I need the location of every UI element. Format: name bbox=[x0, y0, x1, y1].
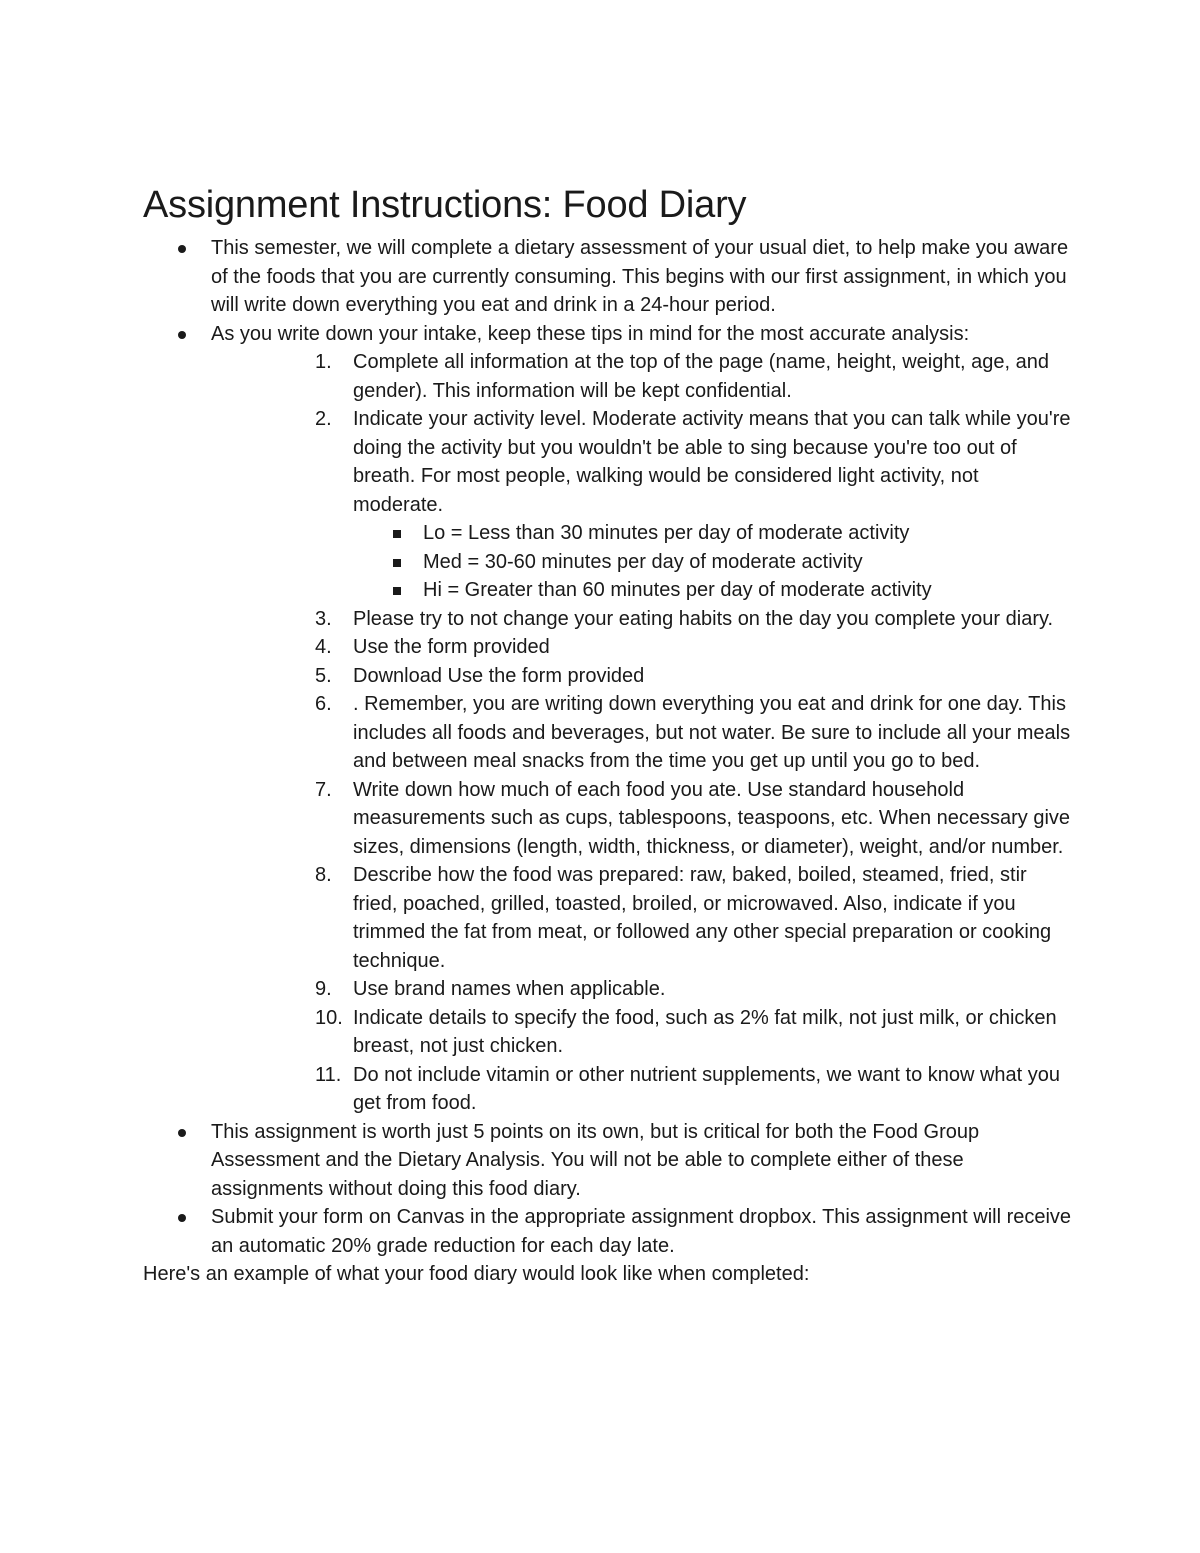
step-number: 9. bbox=[315, 978, 332, 1000]
step-text: Do not include vitamin or other nutrient supplements, we want to know what you get from food. bbox=[353, 1063, 1061, 1114]
step-item bbox=[143, 861, 1073, 975]
bullet-item bbox=[143, 320, 1073, 349]
activity-level-text: Hi = Greater than 60 minutes per day of moderate activity bbox=[423, 579, 932, 601]
step-item bbox=[143, 662, 1073, 691]
activity-level-text: Med = 30-60 minutes per day of moderate activity bbox=[423, 550, 863, 573]
step-number: 7. bbox=[315, 778, 332, 801]
step-number: 6. bbox=[315, 693, 332, 715]
step-text: Use the form provided bbox=[353, 636, 550, 658]
bullet-item bbox=[143, 234, 1073, 320]
bullet-text: Submit your form on Canvas in the appropriate assignment dropbox. This assignment will receive an automatic 20% grade reduction for each day late. bbox=[211, 1206, 1072, 1257]
bullet-text: This assignment is worth just 5 points on its own, but is critical for both the Food Group Assessment and the Dietary Analysis. You will not be able to complete either of these assignments without doing this food diary. bbox=[211, 1120, 980, 1200]
bullet-list-continued bbox=[143, 1118, 1073, 1261]
bullet-item bbox=[143, 1118, 1073, 1204]
steps-list bbox=[143, 348, 1073, 519]
bullet-dot-icon bbox=[178, 1129, 186, 1137]
step-item bbox=[143, 776, 1073, 862]
step-number: 1. bbox=[315, 351, 332, 373]
step-item bbox=[143, 1004, 1073, 1061]
step-text: Complete all information at the top of the page (name, height, weight, age, and gender). This information will be kept confidential. bbox=[353, 351, 1049, 402]
step-text: Indicate your activity level. Moderate activity means that you can talk while you're doing the activity but you wouldn't be able to sing because you're too out of breath. For most people, walking would be considered light activity, not moderate. bbox=[353, 408, 1071, 516]
step-number: 2. bbox=[315, 408, 332, 430]
step-number: 5. bbox=[315, 664, 332, 687]
step-item bbox=[143, 975, 1073, 1004]
step-text: Use brand names when applicable. bbox=[353, 978, 666, 1000]
page-title: Assignment Instructions: Food Diary bbox=[143, 184, 747, 226]
bullet-item bbox=[143, 1203, 1073, 1260]
document-page bbox=[143, 182, 1073, 1289]
bullet-dot-icon bbox=[178, 1214, 186, 1222]
step-text: . Remember, you are writing down everything you eat and drink for one day. This includes all foods and beverages, but not water. Be sure to include all your meals and between meal snacks from the time you get up until you go to bed. bbox=[353, 693, 1071, 772]
step-number: 10. bbox=[315, 1006, 343, 1029]
step-number: 8. bbox=[315, 864, 332, 886]
step-item bbox=[143, 348, 1073, 405]
step-item bbox=[143, 690, 1073, 776]
closing-paragraph: Here's an example of what your food diary would look like when completed: bbox=[143, 1263, 810, 1285]
step-text: Describe how the food was prepared: raw, baked, boiled, steamed, fried, stir fried, poached, grilled, toasted, broiled, or microwaved. Also, indicate if you trimmed the fat from meat, or followed any other special preparation or cooking technique. bbox=[353, 864, 1052, 972]
bullet-dot-icon bbox=[178, 245, 186, 253]
step-text: Write down how much of each food you ate. Use standard household measurements such as cups, tablespoons, teaspoons, etc. When necessary give sizes, dimensions (length, width, thickness, or diameter), weight, and/or number. bbox=[353, 778, 1071, 858]
activity-level-item bbox=[143, 576, 1073, 605]
bullet-text: This semester, we will complete a dietary assessment of your usual diet, to help make you aware of the foods that you are currently consuming. This begins with our first assignment, in which you will write down everything you eat and drink in a 24-hour period. bbox=[211, 237, 1069, 316]
bullet-dot-icon bbox=[178, 331, 186, 339]
step-text: Download Use the form provided bbox=[353, 664, 645, 687]
activity-level-text: Lo = Less than 30 minutes per day of moderate activity bbox=[423, 522, 910, 544]
step-number: 4. bbox=[315, 636, 332, 658]
step-text: Indicate details to specify the food, such as 2% fat milk, not just milk, or chicken breast, not just chicken. bbox=[353, 1006, 1057, 1057]
square-bullet-icon bbox=[393, 587, 401, 595]
steps-list-continued bbox=[143, 605, 1073, 1118]
activity-level-list bbox=[143, 519, 1073, 605]
square-bullet-icon bbox=[393, 559, 401, 567]
step-item bbox=[143, 1061, 1073, 1118]
bullet-text: As you write down your intake, keep these tips in mind for the most accurate analysis: bbox=[211, 322, 970, 345]
step-text: Please try to not change your eating habits on the day you complete your diary. bbox=[353, 607, 1054, 630]
step-number: 3. bbox=[315, 607, 332, 630]
activity-level-item bbox=[143, 519, 1073, 548]
step-item bbox=[143, 633, 1073, 662]
step-item bbox=[143, 405, 1073, 519]
bullet-list bbox=[143, 234, 1073, 348]
step-item bbox=[143, 605, 1073, 634]
step-number: 11. bbox=[315, 1063, 342, 1086]
activity-level-item bbox=[143, 548, 1073, 577]
square-bullet-icon bbox=[393, 530, 401, 538]
